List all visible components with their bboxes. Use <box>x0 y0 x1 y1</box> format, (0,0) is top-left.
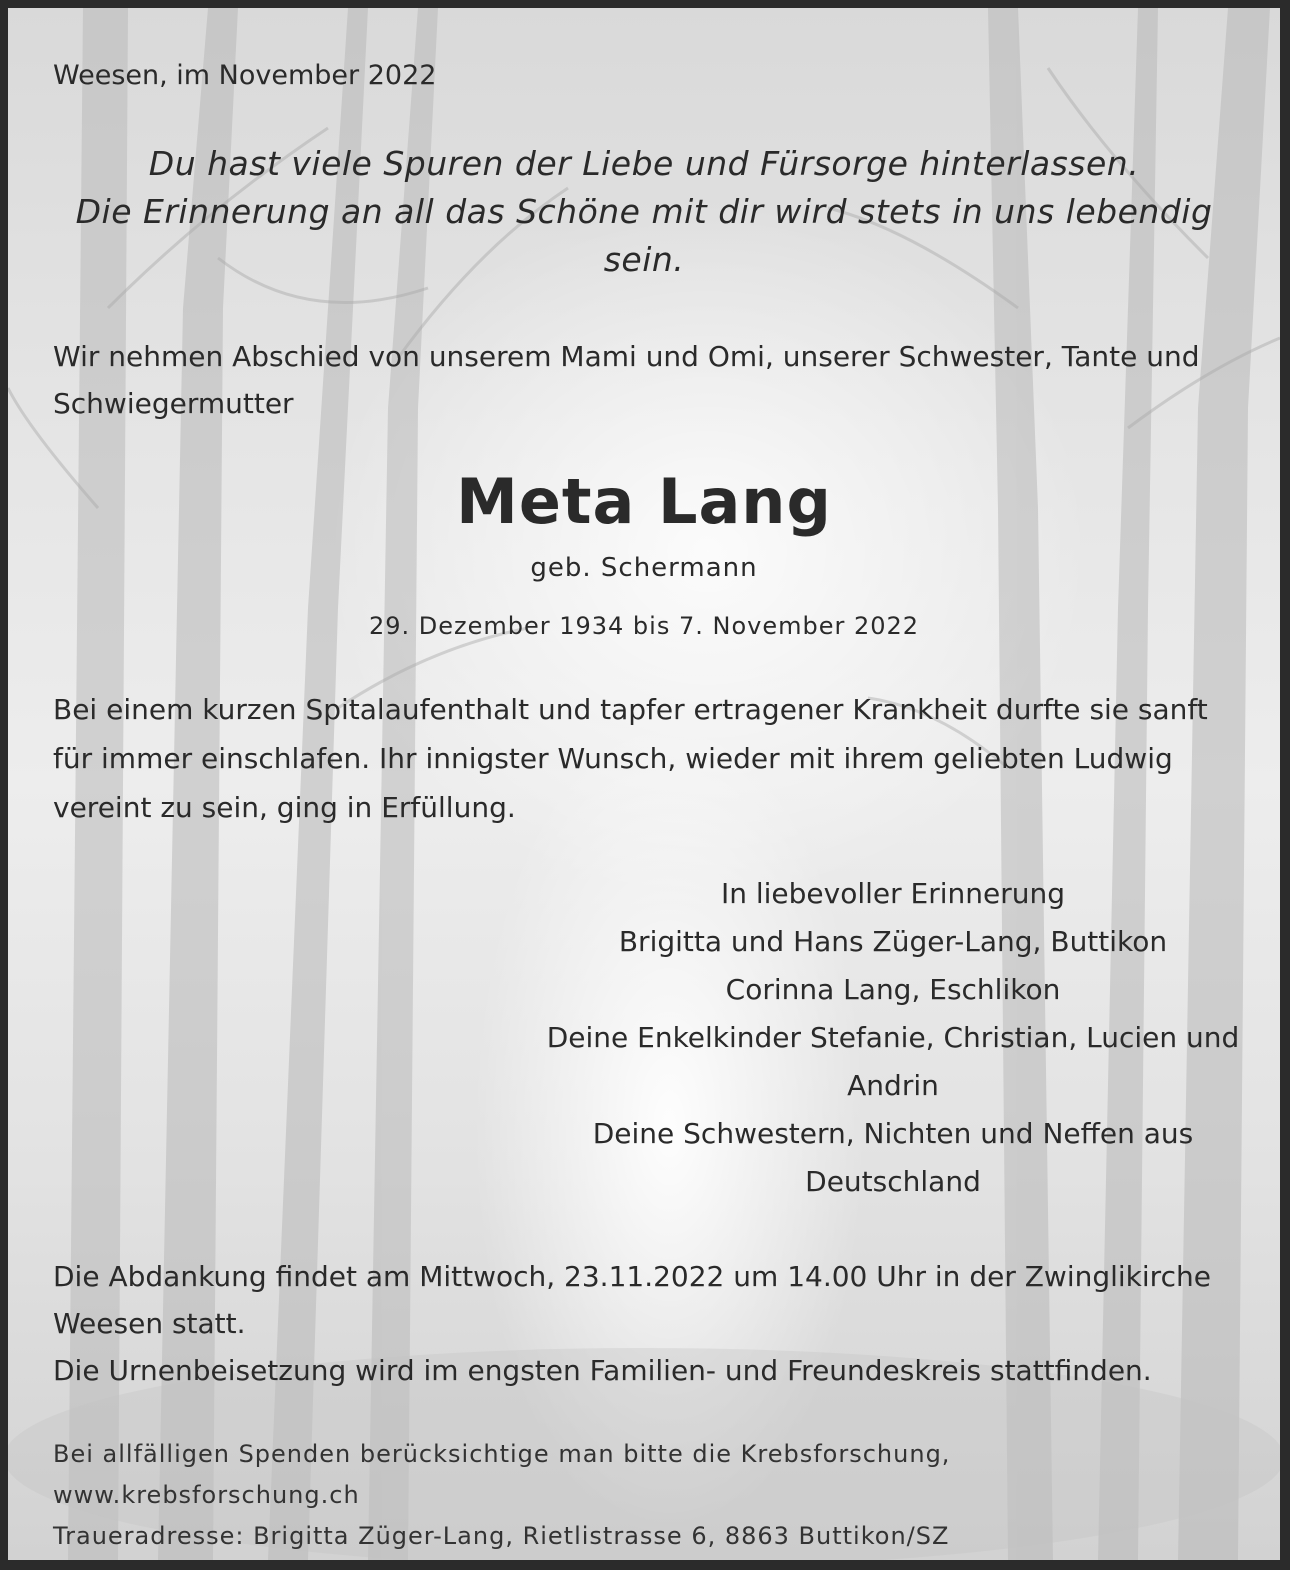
maiden-name: geb. Schermann <box>530 553 758 583</box>
donation-note: Bei allfälligen Spenden berücksichtige man bitte die Krebsforschung, www.krebsforschung.ch <box>53 1440 951 1509</box>
farewell-intro: Wir nehmen Abschied von unserem Mami und Omi, unserer Schwester, Tante und Schwiegermutter <box>53 340 1200 420</box>
motto-line-1: Du hast viele Spuren der Liebe und Fürsorge hinterlassen. <box>148 144 1140 183</box>
service-details <box>53 1253 1228 1394</box>
mourners-block <box>543 870 1243 1206</box>
motto-quote <box>68 140 1220 284</box>
obituary-content <box>8 8 1280 1560</box>
deceased-name: Meta Lang <box>456 465 832 538</box>
mourner-line: Deine Schwestern, Nichten und Neffen aus Deutschland <box>592 1117 1194 1198</box>
mourner-line: Deine Enkelkinder Stefanie, Christian, Lucien und Andrin <box>546 1021 1240 1102</box>
obituary-card <box>8 8 1280 1560</box>
place-and-date: Weesen, im November 2022 <box>53 60 437 91</box>
funeral-service-text: Die Abdankung findet am Mittwoch, 23.11.2022 um 14.00 Uhr in der Zwinglikirche Weesen statt. <box>53 1260 1211 1340</box>
announcement-text: Bei einem kurzen Spitalaufenthalt und tapfer ertragener Krankheit durfte sie sanft für immer einschlafen. Ihr innigster Wunsch, wieder mit ihrem geliebten Ludwig vereint zu sein, ging in Erfüllung. <box>53 693 1208 824</box>
footer-notes <box>53 1434 1233 1557</box>
urn-burial-text: Die Urnenbeisetzung wird im engsten Familien- und Freundeskreis stattfinden. <box>53 1354 1152 1387</box>
mourner-line: Brigitta und Hans Züger-Lang, Buttikon <box>618 925 1168 958</box>
life-dates: 29. Dezember 1934 bis 7. November 2022 <box>368 612 920 640</box>
motto-line-2: Die Erinnerung an all das Schöne mit dir wird stets in uns lebendig sein. <box>75 192 1213 279</box>
mourners-heading: In liebevoller Erinnerung <box>720 877 1066 910</box>
mourning-address: Traueradresse: Brigitta Züger-Lang, Rietlistrasse 6, 8863 Buttikon/SZ <box>53 1522 950 1550</box>
mourner-line: Corinna Lang, Eschlikon <box>725 973 1061 1006</box>
